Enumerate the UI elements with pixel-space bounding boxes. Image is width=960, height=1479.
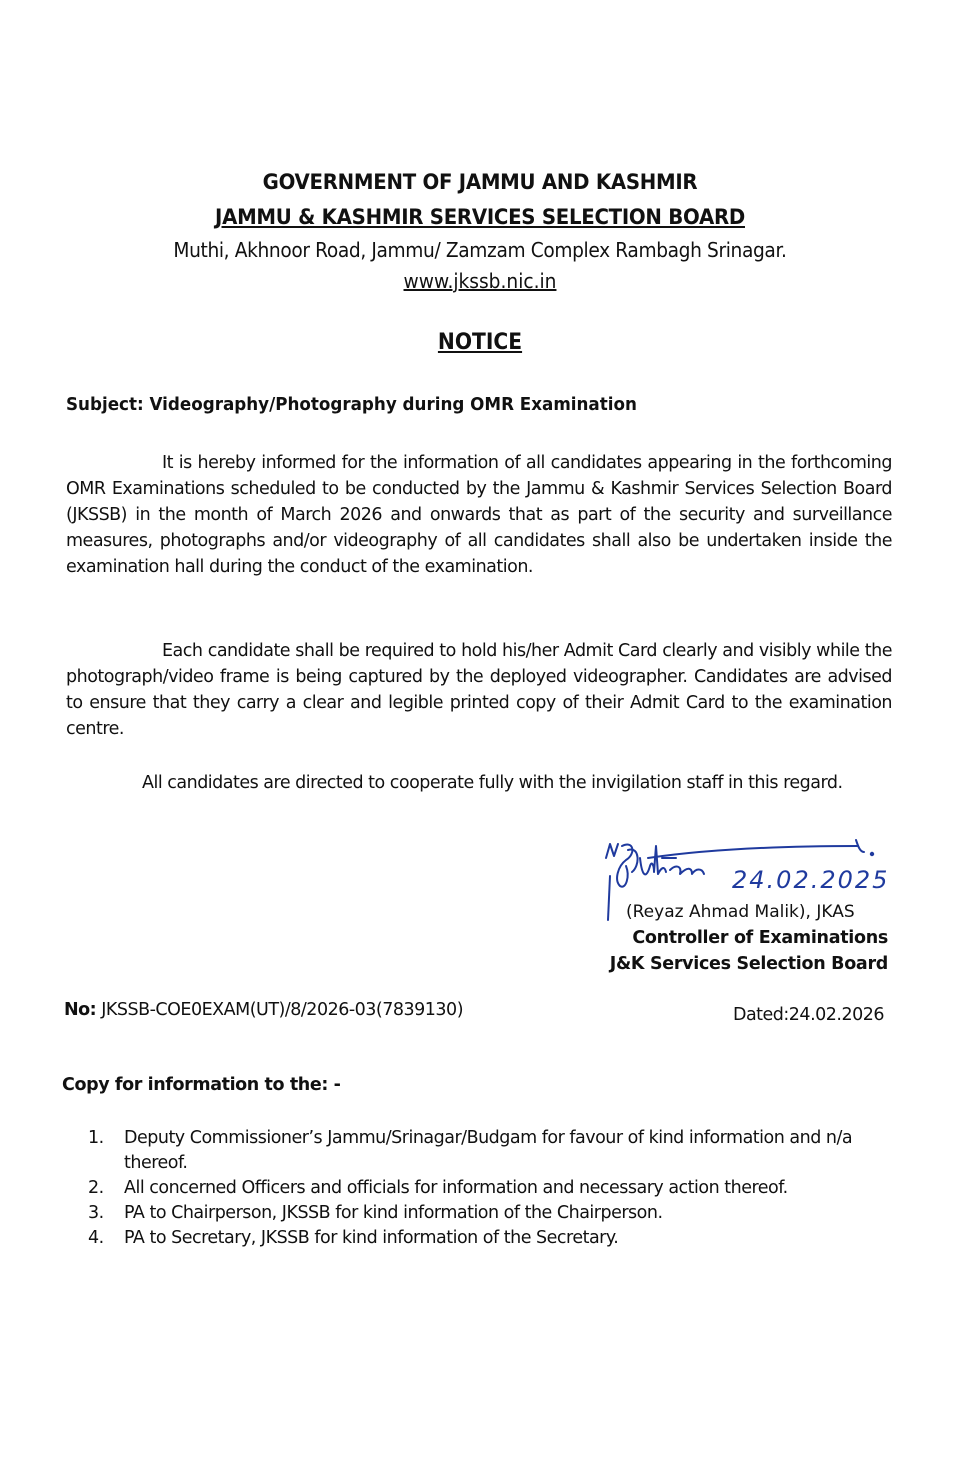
reference-number xyxy=(64,1000,463,1020)
copy-list-item xyxy=(88,1226,878,1251)
board-heading: JAMMU & KASHMIR SERVICES SELECTION BOARD xyxy=(215,205,745,229)
signature-date: 24.02.2025 xyxy=(732,866,890,894)
office-address: Muthi, Akhnoor Road, Jammu/ Zamzam Complex Rambagh Srinagar. xyxy=(173,238,787,262)
reference-value: JKSSB-COE0EXAM(UT)/8/2026-03(7839130) xyxy=(101,1000,464,1020)
copy-list xyxy=(88,1126,878,1251)
government-heading: GOVERNMENT OF JAMMU AND KASHMIR xyxy=(262,170,698,194)
issue-date: Dated:24.02.2026 xyxy=(732,1005,884,1025)
reference-label: No: xyxy=(64,1000,97,1020)
copy-item-text: PA to Chairperson, JKSSB for kind information of the Chairperson. xyxy=(124,1203,663,1223)
copy-item-text: Deputy Commissioner’s Jammu/Srinagar/Budgam for favour of kind information and n/a thereof. xyxy=(124,1128,853,1173)
paragraph-1: It is hereby informed for the information of all candidates appearing in the forthcoming OMR Examinations scheduled to be conducted by the Jammu & Kashmir Services Selection Board (JKSSB) in the month of March 2026 and onwards that as part of the security and surveillance measures, photographs and/or videography of all candidates shall also be undertaken inside the examination hall during the conduct of the examination. xyxy=(66,453,892,577)
subject-line: Subject: Videography/Photography during OMR Examination xyxy=(66,394,637,415)
copy-item-text: PA to Secretary, JKSSB for kind information of the Secretary. xyxy=(124,1228,619,1248)
copy-heading: Copy for information to the: - xyxy=(62,1075,341,1095)
paragraph-3: All candidates are directed to cooperate fully with the invigilation staff in this regard. xyxy=(142,773,843,793)
website-link[interactable]: www.jkssb.nic.in xyxy=(403,269,557,293)
paragraph-2: Each candidate shall be required to hold his/her Admit Card clearly and visibly while the photograph/video frame is being captured by the deployed videographer. Candidates are advised to ensure that they carry a clear and legible printed copy of their Admit Card to the examination centre. xyxy=(66,641,892,739)
copy-list-item xyxy=(88,1126,878,1176)
copy-item-number: 4. xyxy=(88,1228,104,1248)
signatory-designation: Controller of Examinations xyxy=(632,928,888,948)
notice-title: NOTICE xyxy=(437,330,523,355)
copy-list-item xyxy=(88,1201,878,1226)
copy-item-number: 2. xyxy=(88,1178,104,1198)
copy-item-text: All concerned Officers and officials for information and necessary action thereof. xyxy=(124,1178,788,1198)
signatory-organisation: J&K Services Selection Board xyxy=(609,954,888,974)
copy-item-number: 1. xyxy=(88,1128,104,1148)
copy-list-item xyxy=(88,1176,878,1201)
copy-item-number: 3. xyxy=(88,1203,104,1223)
signatory-name: (Reyaz Ahmad Malik), JKAS xyxy=(626,902,855,922)
